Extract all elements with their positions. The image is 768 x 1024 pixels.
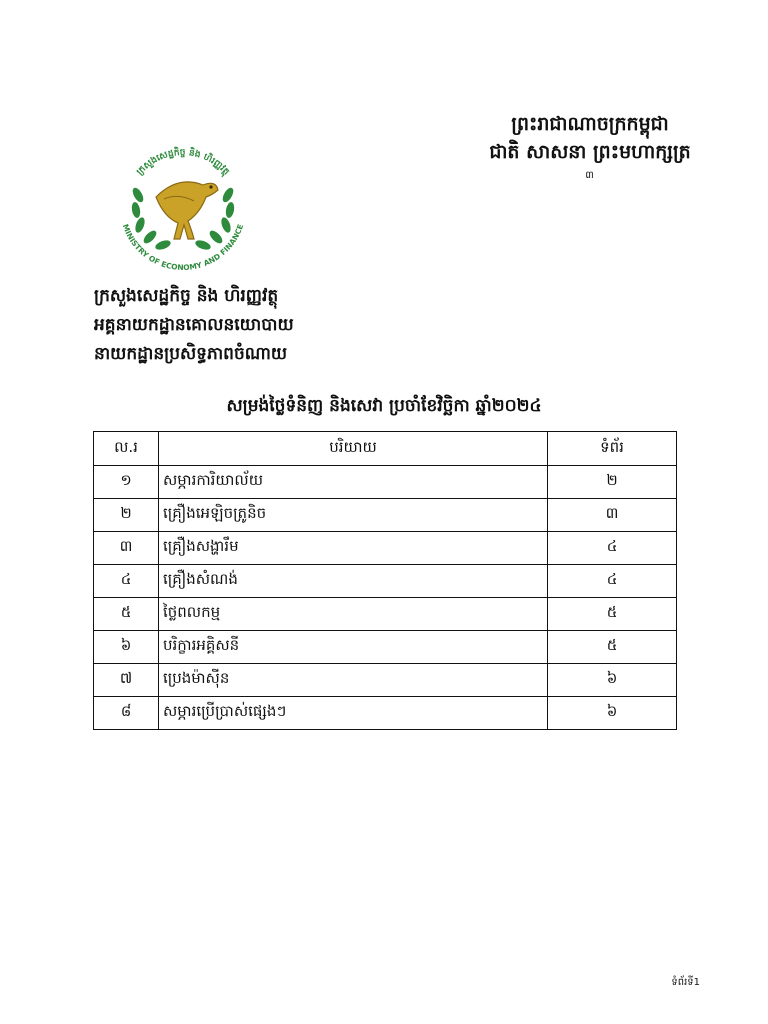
row-description: ថ្លៃពលកម្ម [159,598,548,631]
row-number: ៨ [94,697,159,730]
table-row [94,631,677,664]
row-description: សម្ភារការិយាល័យ [159,466,548,499]
logo-ring-text: MINISTRY OF ECONOMY AND FINANCE [120,222,246,270]
row-page: ២ [548,466,677,499]
page-number-footer: ទំព័រទី1 [671,977,700,988]
kingdom-header [470,110,710,183]
row-page: ៤ [548,565,677,598]
row-description: ប្រេងម៉ាស៊ីន [159,664,548,697]
row-description: គ្រឿងសង្ហារឹម [159,532,548,565]
row-description: បរិក្ខារអគ្គិសនី [159,631,548,664]
ministry-logo [108,135,258,270]
row-number: ៣ [94,532,159,565]
header-description: បរិយាយ [159,432,548,466]
department-name: នាយកដ្ឋានប្រសិទ្ធភាពចំណាយ [94,344,288,364]
table-row [94,697,677,730]
contents-table [93,431,677,730]
table-row [94,532,677,565]
ministry-name: ក្រសួងសេដ្ឋកិច្ច និង ហិរញ្ញវត្ថុ [94,286,279,306]
ornament-divider [470,168,710,183]
document-title: សម្រង់ថ្លៃទំនិញ និងសេវា ប្រចាំខែវិច្ឆិកា ឆ្នាំ២០២៤ [226,396,542,416]
row-number: ៦ [94,631,159,664]
kingdom-motto: ជាតិ សាសនា ព្រះមហាក្សត្រ [489,141,691,163]
ministry-block [94,282,294,369]
table-row [94,499,677,532]
table-row [94,598,677,631]
row-page: ៣ [548,499,677,532]
row-number: ៧ [94,664,159,697]
row-page: ៤ [548,532,677,565]
kingdom-name: ព្រះរាជាណាចក្រកម្ពុជា [511,113,669,135]
table-row [94,565,677,598]
svg-text:ក្រសួងសេដ្ឋកិច្ច និង ហិរញ្ញវត្ [135,146,231,179]
ornament-glyph: ៣ [585,170,595,181]
logo-top-text: ក្រសួងសេដ្ឋកិច្ច និង ហិរញ្ញវត្ថុ [135,148,231,178]
header-page: ទំព័រ [548,432,677,466]
table-header-row [94,432,677,466]
row-page: ៦ [548,664,677,697]
row-number: ២ [94,499,159,532]
row-page: ៥ [548,598,677,631]
row-number: ៥ [94,598,159,631]
table-row [94,466,677,499]
row-description: គ្រឿងអេឡិចត្រូនិច [159,499,548,532]
row-description: សម្ភារប្រើប្រាស់ផ្សេងៗ [159,697,548,730]
row-page: ៦ [548,697,677,730]
row-number: ១ [94,466,159,499]
table-row [94,664,677,697]
row-number: ៤ [94,565,159,598]
header-number: ល.រ [94,432,159,466]
general-department-name: អគ្គនាយកដ្ឋានគោលនយោបាយ [94,315,294,335]
row-description: គ្រឿងសំណង់ [159,565,548,598]
row-page: ៥ [548,631,677,664]
golden-bird-icon [156,182,218,239]
